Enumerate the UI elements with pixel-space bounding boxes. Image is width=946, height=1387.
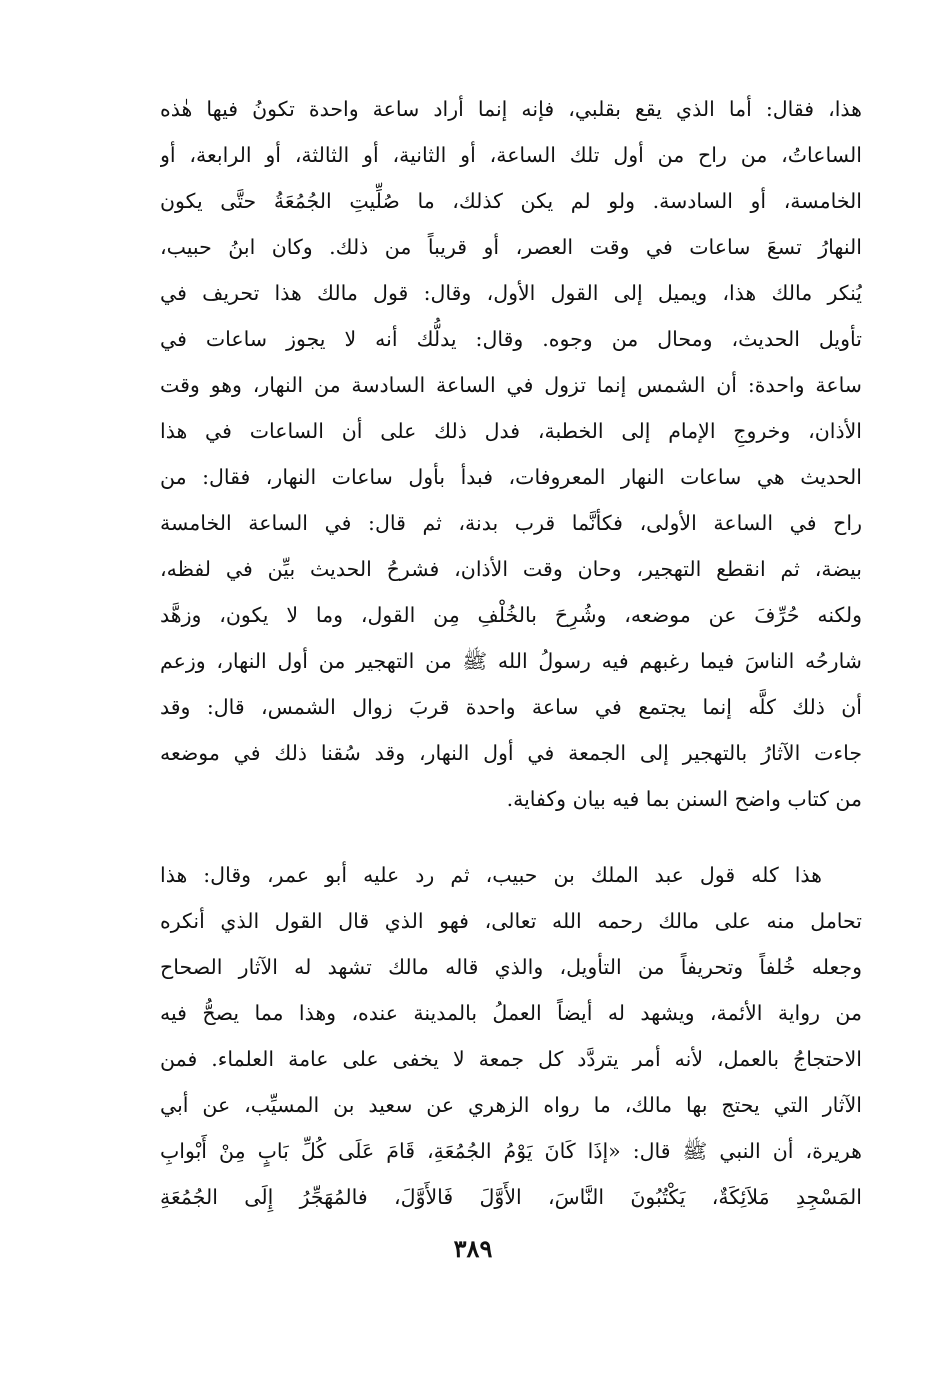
text-line: تأويل الحديث، ومحال من وجوه. وقال: يدلُّك أنه لا يجوز ساعات في: [160, 327, 862, 351]
text-line: الساعاتُ، من راح من أول تلك الساعة، أو الثانية، أو الثالثة، أو الرابعة، أو: [160, 143, 862, 167]
text-line: هذا كله قول عبد الملك بن حبيب، ثم رد عليه أبو عمر، وقال: هذا: [160, 863, 822, 887]
page-number: ٣٨٩: [453, 1234, 493, 1263]
text-line: ولكنه حُرِّفَ عن موضعه، وشُرِحَ بالخُلْفِ مِن القول، وما لا يكون، وزهَّد: [160, 603, 862, 627]
text-line: جاءت الآثارُ بالتهجير إلى الجمعة في أول النهار، وقد سُقنا ذلك في موضعه: [160, 741, 862, 765]
text-line: النهارُ تسعَ ساعات في وقت العصر، أو قريباً من ذلك. وكان ابنُ حبيب،: [160, 235, 862, 259]
text-line: راح في الساعة الأولى، فكأنَّما قرب بدنة، ثم قال: في الساعة الخامسة: [160, 511, 862, 535]
text-line: الحديث هي ساعات النهار المعروفات، فبدأ بأول ساعات النهار، فقال: من: [160, 465, 862, 489]
text-line: بيضة، ثم انقطع التهجير، وحان وقت الأذان، فشرحُ الحديث بيِّن في لفظه،: [160, 557, 862, 581]
text-line: وجعله خُلفاً وتحريفاً من التأويل، والذي قاله مالك تشهد له الآثار الصحاح: [160, 955, 862, 979]
text-line: يُنكر مالك هذا، ويميل إلى القول الأول، وقال: قول مالك هذا تحريف في: [160, 281, 862, 305]
text-line: الاحتجاجُ بالعمل، لأنه أمر يتردَّد كل جمعة لا يخفى على عامة العلماء. فمن: [160, 1047, 862, 1071]
text-line: من كتاب واضح السنن بما فيه بيان وكفاية.: [506, 787, 862, 811]
text-line: شارحُه الناسَ فيما رغبهم فيه رسولُ الله ﷺ من التهجير من أول النهار، وزعم: [160, 649, 862, 673]
text-line: ساعة واحدة: أن الشمس إنما تزول في الساعة السادسة من النهار، وهو وقت: [160, 373, 862, 397]
text-line: من رواية الأئمة، ويشهد له أيضاً العملُ بالمدينة عنده، وهذا مما يصحُّ فيه: [160, 1001, 862, 1025]
text-line: هذا، فقال: أما الذي يقع بقلبي، فإنه إنما أراد ساعة واحدة تكونُ فيها هٰذه: [160, 97, 862, 121]
text-line: أن ذلك كلَّه إنما يجتمع في ساعة واحدة قربَ زوال الشمس، قال: وقد: [160, 695, 862, 719]
paragraph-2: [160, 852, 862, 1220]
text-line: الأذان، وخروجِ الإمام إلى الخطبة، فدل ذلك على أن الساعات في هذا: [160, 419, 862, 443]
text-line: الآثار التي يحتج بها مالك، ما رواه الزهري عن سعيد بن المسيِّب، عن أبي: [160, 1093, 862, 1117]
text-line: المَسْجِدِ مَلاَئِكَةٌ، يَكْتُبُونَ النَّاسَ، الأَوَّلَ فَالأَوَّلَ، فالمُهَجِّرُ إِلَى الجُمُعَةِ: [160, 1185, 862, 1209]
paragraph-1: [160, 86, 862, 822]
text-line: تحامل منه على مالك رحمه الله تعالى، فهو الذي قال القول الذي أنكره: [160, 909, 862, 933]
text-line: الخامسة، أو السادسة. ولو لم يكن كذلك، ما صُلِّيتِ الجُمُعَةُ حتَّى يكون: [160, 189, 862, 213]
text-line: هريرة، أن النبي ﷺ قال: «إذَا كَانَ يَوْمُ الجُمُعَةِ، قَامَ عَلَى كُلِّ بَابٍ مِنْ أَبْوابِ: [160, 1139, 862, 1163]
